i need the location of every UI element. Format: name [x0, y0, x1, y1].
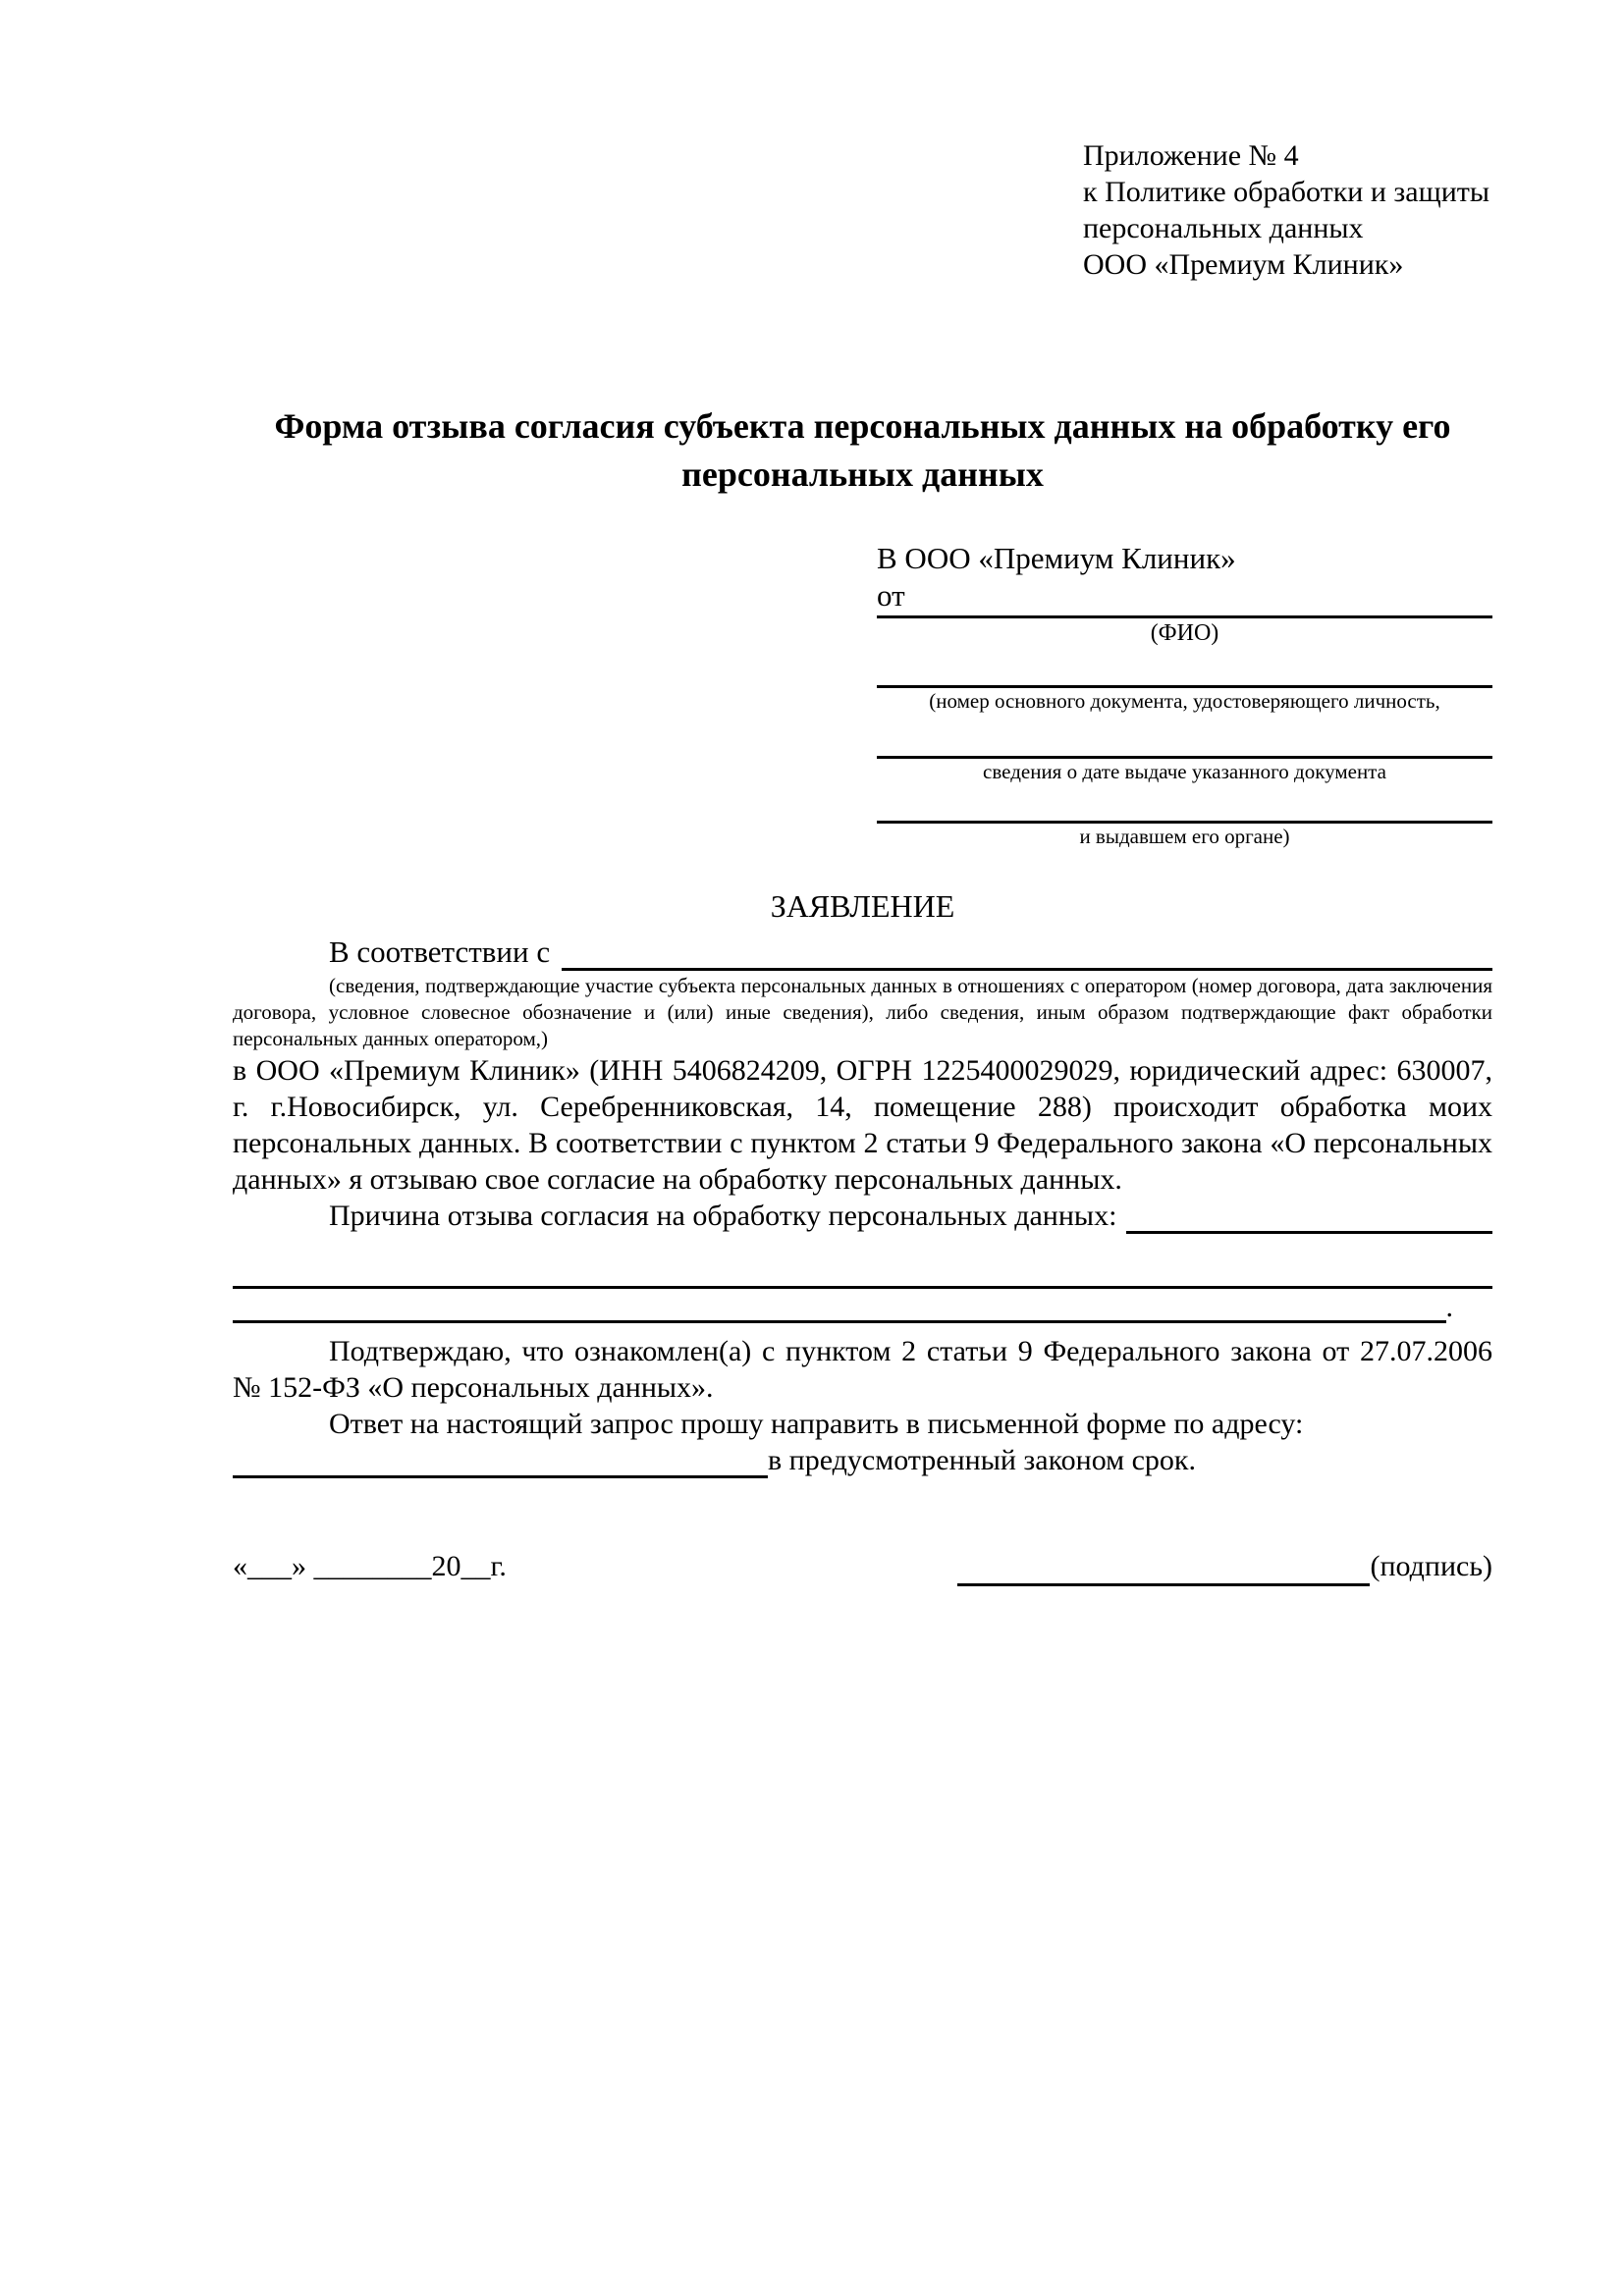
date-line: «___» ________20__г. — [233, 1550, 507, 1582]
doc-date-caption: сведения о дате выдаче указанного документа — [983, 760, 1386, 783]
reply-address-row — [233, 1442, 1492, 1478]
reply-tail-text: в предусмотренный законом срок. — [768, 1444, 1196, 1476]
doc-issuer-blank-line — [877, 785, 1492, 824]
reason-blank-line — [1126, 1198, 1492, 1234]
paragraph-indent — [233, 934, 329, 971]
doc-number-blank-line — [877, 648, 1492, 688]
addressee-from: от — [877, 578, 905, 613]
reason-blank-line-3-row — [233, 1289, 1453, 1323]
statement-heading: ЗАЯВЛЕНИЕ — [770, 888, 955, 924]
appendix-note — [1083, 137, 1492, 283]
reason-row — [233, 1198, 1492, 1234]
signature-row — [233, 1547, 1492, 1586]
statement-body: в ООО «Премиум Клиник» (ИНН 5406824209, ОГРН 1225400029029, юридический адрес: 630007, г. г.Новосибирск, ул. Серебренниковская, 14, помещение 288) происходит обработка моих персональных данных. В соответствии с пунктом 2 статьи 9 Федерального закона «О персональных данных» я отзываю свое согласие на обработку персональных данных. — [233, 1054, 1492, 1196]
basis-label: В соответствии с — [329, 934, 551, 969]
address-blank-line — [233, 1446, 768, 1478]
fio-caption: (ФИО) — [1150, 620, 1219, 646]
reason-label: Причина отзыва согласия на обработку персональных данных: — [329, 1200, 1117, 1232]
reason-blank-line-3 — [233, 1289, 1446, 1323]
signature-area — [957, 1547, 1492, 1586]
paragraph-indent — [233, 1198, 329, 1234]
reason-blank-line-2 — [233, 1234, 1492, 1289]
basis-footnote: (сведения, подтверждающие участие субъекта персональных данных в отношениях с оператором (номер договора, дата заключения договора, условное словесное обозначение и (или) иные сведения), либо сведения, иным образом подтверждающие факт обработки персональных данных оператором,) — [233, 974, 1492, 1050]
document-title: Форма отзыва согласия субъекта персональных данных на обработку его персональных данных — [274, 406, 1451, 494]
basis-row — [233, 934, 1492, 971]
confirmation-text: Подтверждаю, что ознакомлен(а) с пунктом 2 статьи 9 Федерального закона от 27.07.2006 № 152-ФЗ «О персональных данных». — [233, 1335, 1492, 1404]
basis-blank-line — [562, 934, 1492, 971]
signature-blank-line — [957, 1548, 1370, 1586]
line-period: . — [1445, 1291, 1453, 1323]
signature-caption: (подпись) — [1370, 1550, 1492, 1582]
doc-issuer-caption: и выдавшем его органе) — [1079, 825, 1290, 848]
appendix-line: персональных данных — [1083, 212, 1364, 244]
doc-date-blank-line — [877, 715, 1492, 759]
appendix-line: ООО «Премиум Клиник» — [1083, 248, 1404, 281]
addressee-to: В ООО «Премиум Клиник» — [877, 541, 1236, 575]
reply-request-text: Ответ на настоящий запрос прошу направить в письменной форме по адресу: — [329, 1408, 1304, 1440]
appendix-line: Приложение № 4 — [1083, 139, 1299, 172]
doc-number-caption: (номер основного документа, удостоверяющего личность, — [929, 689, 1440, 713]
addressee-block — [877, 540, 1492, 850]
appendix-line: к Политике обработки и защиты — [1083, 176, 1490, 208]
